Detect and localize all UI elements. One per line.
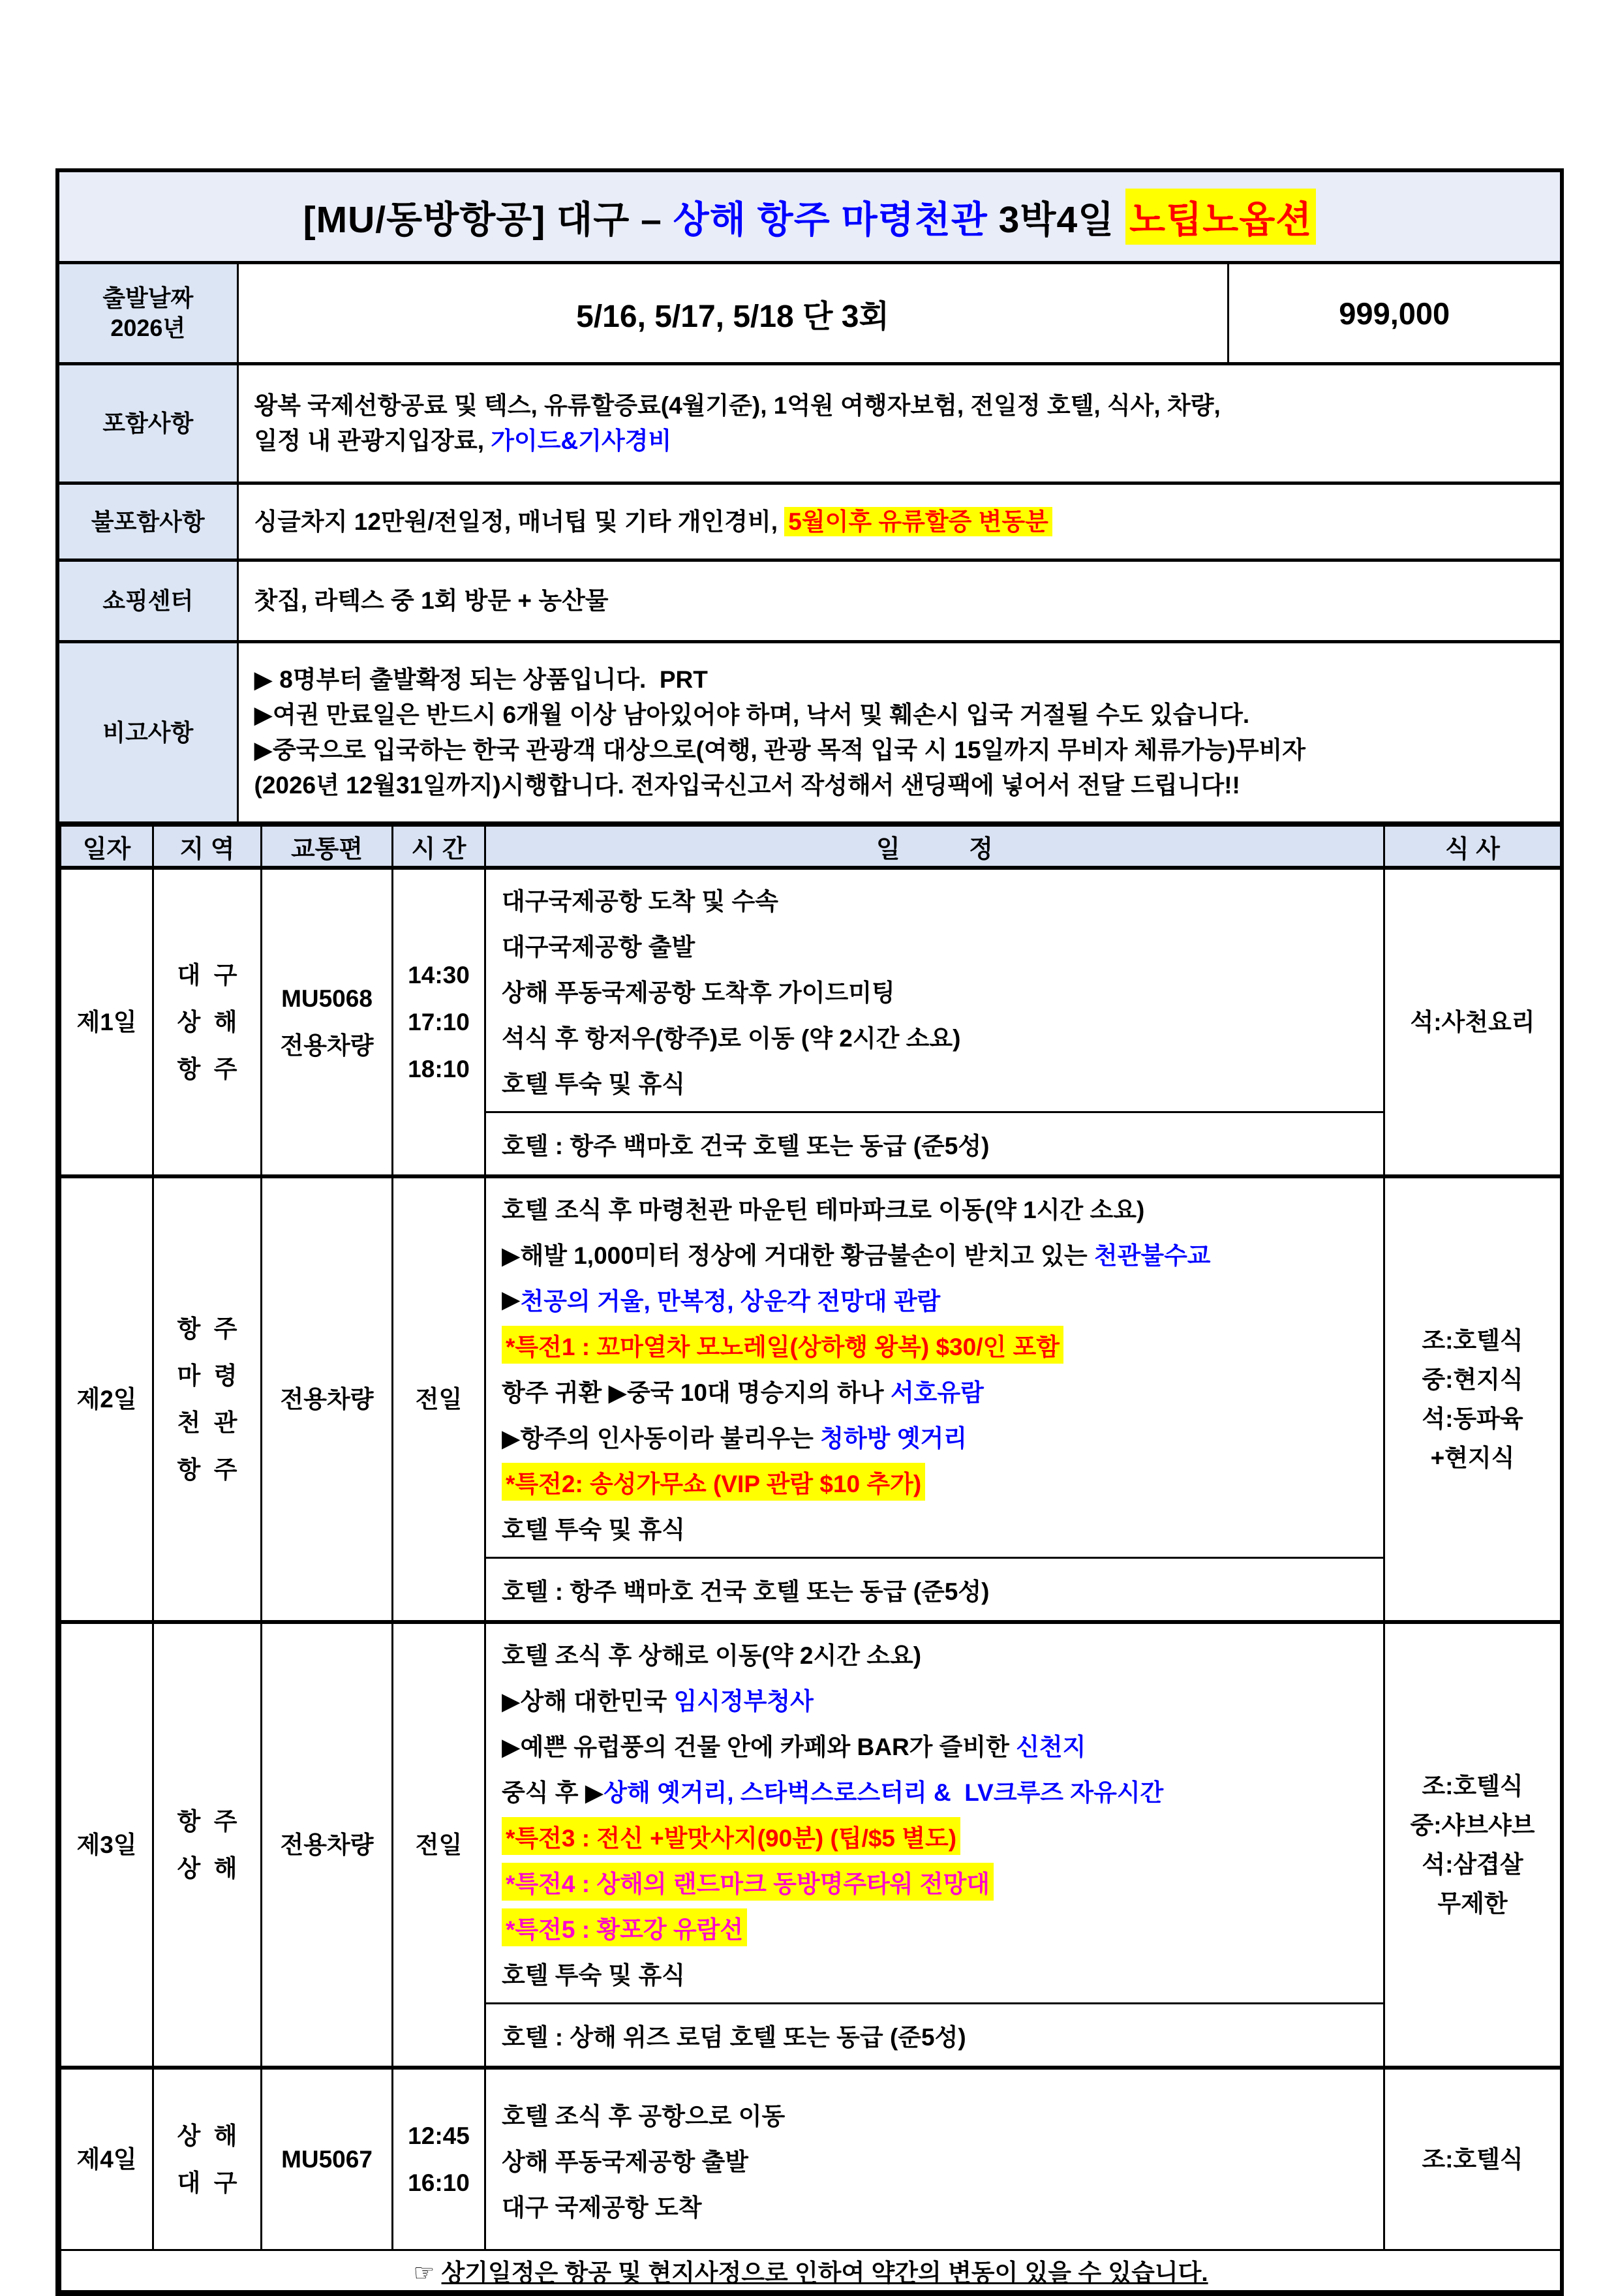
schedule-line bbox=[502, 1276, 1378, 1322]
shopping-row bbox=[59, 560, 1560, 642]
schedule-line bbox=[502, 922, 1378, 968]
region-cell-line: 대 구 bbox=[177, 961, 237, 988]
departure-row bbox=[59, 264, 1560, 364]
schedule-line bbox=[502, 1950, 1378, 1996]
transport-cell bbox=[262, 2068, 393, 2250]
schedule-cell bbox=[485, 868, 1384, 1112]
text-segment: 노팁노옵션 bbox=[1125, 189, 1316, 245]
header-day: 일자 bbox=[61, 826, 153, 868]
day-label-cell bbox=[61, 1176, 153, 1622]
transport-cell-line: 전용차량 bbox=[280, 1032, 374, 1059]
info-line bbox=[254, 388, 1554, 423]
itinerary-header-row bbox=[61, 826, 1561, 868]
meal-cell-line: 석:동파육 bbox=[1422, 1405, 1523, 1432]
text-segment: 싱글차지 12만원/전일정, 매너팁 및 기타 개인경비, bbox=[254, 508, 785, 535]
shopping-label: 쇼핑센터 bbox=[59, 560, 237, 642]
schedule-cell bbox=[485, 1176, 1384, 1558]
schedule-line bbox=[502, 2137, 1378, 2182]
included-row bbox=[59, 364, 1560, 483]
meal-cell-line: 석:삼겹살 bbox=[1422, 1850, 1523, 1878]
departure-dates: 5/16, 5/17, 5/18 단 3회 bbox=[576, 299, 889, 334]
region-cell-line: 상 해 bbox=[177, 1854, 237, 1882]
time-cell bbox=[393, 1622, 485, 2068]
text-segment: *특전2: 송성가무쇼 (VIP 관람 $10 추가) bbox=[502, 1463, 925, 1501]
region-cell-line: 항 주 bbox=[177, 1807, 237, 1835]
pointing-hand-icon: ☞ bbox=[413, 2259, 435, 2286]
meal-cell bbox=[1384, 868, 1561, 1176]
info-table bbox=[59, 264, 1560, 825]
text-segment: 대구 국제공항 도착 bbox=[502, 2194, 702, 2221]
meal-cell bbox=[1384, 1176, 1561, 1622]
text-segment: 호텔 투숙 및 휴식 bbox=[502, 1962, 686, 1989]
text-segment: 상해 푸동국제공항 도착후 가이드미팅 bbox=[502, 979, 895, 1006]
notes-row bbox=[59, 642, 1560, 823]
time-cell-line: 12:45 bbox=[408, 2122, 470, 2149]
region-cell-line: 천 관 bbox=[177, 1409, 237, 1436]
info-line bbox=[254, 733, 1554, 768]
text-segment: 호텔 조식 후 상해로 이동(약 2시간 소요) bbox=[502, 1642, 922, 1669]
excluded-label: 불포함사항 bbox=[59, 483, 237, 560]
text-segment: ▶해발 1,000미터 정상에 거대한 황금불손이 받치고 있는 bbox=[502, 1242, 1094, 1269]
info-line bbox=[254, 697, 1554, 733]
text-segment: 왕복 국제선항공료 및 텍스, 유류할증료(4월기준), 1억원 여행자보험, 전일정 호텔, 식사, 차량, bbox=[254, 392, 1221, 419]
region-cell-line: 항 주 bbox=[177, 1456, 237, 1483]
text-segment: *특전1 : 꼬마열차 모노레일(상하행 왕복) $30/인 포함 bbox=[502, 1326, 1063, 1364]
day-row bbox=[61, 1622, 1561, 2004]
transport-cell bbox=[262, 868, 393, 1176]
text-segment: 항주 귀환 ▶중국 10대 명승지의 하나 bbox=[502, 1379, 891, 1406]
text-segment: 상해 항주 마령천관 bbox=[673, 199, 988, 241]
text-segment: 호텔 투숙 및 휴식 bbox=[502, 1516, 686, 1543]
schedule-line bbox=[502, 1676, 1378, 1722]
day-row bbox=[61, 2068, 1561, 2250]
region-cell-line: 상 해 bbox=[177, 1008, 237, 1035]
meal-cell-line: 조:호텔식 bbox=[1422, 1326, 1523, 1354]
text-segment: 3박4일 bbox=[987, 199, 1126, 241]
schedule-line bbox=[502, 1413, 1378, 1459]
region-cell bbox=[153, 1176, 262, 1622]
text-segment: 찻집, 라텍스 중 1회 방문 + 농산물 bbox=[254, 587, 609, 614]
text-segment: 가이드&기사경비 bbox=[491, 427, 672, 454]
schedule-line bbox=[502, 2182, 1378, 2228]
transport-cell-line: MU5068 bbox=[281, 985, 373, 1012]
hotel-cell: 호텔 : 상해 위즈 로덤 호텔 또는 동급 (준5성) bbox=[485, 2004, 1384, 2068]
schedule-line bbox=[502, 1322, 1378, 1368]
text-segment: ▶상해 대한민국 bbox=[502, 1688, 674, 1715]
text-segment: (2026년 12월31일까지)시행합니다. 전자입국신고서 작성해서 샌딩팩에 넣어서 전달 드립니다!! bbox=[254, 771, 1240, 799]
itinerary-table bbox=[59, 825, 1562, 2292]
region-cell-line: 항 주 bbox=[177, 1055, 237, 1082]
schedule-line bbox=[502, 1059, 1378, 1105]
meal-cell-line: 석:사천요리 bbox=[1410, 1008, 1535, 1035]
time-cell-line: 16:10 bbox=[408, 2169, 470, 2196]
text-segment: 서호유람 bbox=[890, 1379, 984, 1406]
notes-label: 비고사항 bbox=[59, 642, 237, 823]
transport-cell-line: 전용차량 bbox=[280, 1831, 374, 1858]
info-line bbox=[254, 583, 1554, 619]
schedule-line bbox=[502, 876, 1378, 922]
schedule-line bbox=[502, 1368, 1378, 1413]
transport-cell bbox=[262, 1622, 393, 2068]
meal-cell-line: 중:현지식 bbox=[1422, 1366, 1523, 1393]
day-label-cell bbox=[61, 868, 153, 1176]
meal-cell-line: +현지식 bbox=[1430, 1444, 1515, 1471]
text-segment: 상해 옛거리, 스타벅스로스터리 & LV크루즈 자유시간 bbox=[603, 1779, 1164, 1806]
hotel-cell: 호텔 : 항주 백마호 건국 호텔 또는 동급 (준5성) bbox=[485, 1558, 1384, 1623]
text-segment: 천공의 거울, 만복정, 상운각 전망대 관람 bbox=[520, 1288, 941, 1315]
schedule-line bbox=[502, 1013, 1378, 1059]
schedule-line bbox=[502, 1859, 1378, 1905]
info-line bbox=[254, 662, 1554, 697]
region-cell bbox=[153, 1622, 262, 2068]
text-segment: *특전3 : 전신 +발맛사지(90분) (팁/$5 별도) bbox=[502, 1817, 960, 1855]
text-segment: ▶항주의 인사동이라 불리우는 bbox=[502, 1425, 821, 1452]
day-label-cell-line: 제3일 bbox=[76, 1831, 137, 1858]
hotel-cell: 호텔 : 항주 백마호 건국 호텔 또는 동급 (준5성) bbox=[485, 1112, 1384, 1177]
text-segment: 대구국제공항 도착 및 수속 bbox=[502, 888, 779, 915]
schedule-cell bbox=[485, 1622, 1384, 2004]
day-row bbox=[61, 868, 1561, 1112]
text-segment: 중식 후 ▶ bbox=[502, 1779, 604, 1806]
schedule-line bbox=[502, 1768, 1378, 1813]
text-segment: 임시정부청사 bbox=[673, 1688, 814, 1715]
info-line bbox=[254, 504, 1554, 540]
included-text bbox=[237, 364, 1560, 483]
header-schedule: 일 정 bbox=[485, 826, 1384, 868]
text-segment: 호텔 조식 후 마령천관 마운틴 테마파크로 이동(약 1시간 소요) bbox=[502, 1197, 1145, 1223]
header-transport: 교통편 bbox=[262, 826, 393, 868]
schedule-line bbox=[502, 1185, 1378, 1231]
text-segment: 청하방 옛거리 bbox=[820, 1425, 967, 1452]
time-cell-line: 전일 bbox=[415, 1385, 463, 1413]
meal-cell bbox=[1384, 2068, 1561, 2250]
text-segment: 상해 푸동국제공항 출발 bbox=[502, 2148, 748, 2175]
header-time: 시 간 bbox=[393, 826, 485, 868]
region-cell-line: 마 령 bbox=[177, 1362, 237, 1389]
day-label-cell bbox=[61, 1622, 153, 2068]
text-segment: [MU/동방항공] 대구 – bbox=[303, 199, 673, 241]
notes-text bbox=[237, 642, 1560, 823]
time-cell-line: 17:10 bbox=[408, 1008, 470, 1035]
region-cell-line: 항 주 bbox=[177, 1315, 237, 1342]
price-value: 999,000 bbox=[1228, 264, 1560, 364]
text-segment: ▶예쁜 유럽풍의 건물 안에 카페와 BAR가 즐비한 bbox=[502, 1734, 1016, 1760]
day-label-cell-line: 제2일 bbox=[76, 1385, 137, 1413]
day-label-cell-line: 제4일 bbox=[76, 2145, 137, 2173]
text-segment: 대구국제공항 출발 bbox=[502, 934, 695, 960]
text-segment: ▶여권 만료일은 반드시 6개월 이상 남아있어야 하며, 낙서 및 훼손시 입국 거절될 수도 있습니다. bbox=[254, 701, 1250, 728]
time-cell bbox=[393, 2068, 485, 2250]
schedule-line bbox=[502, 1905, 1378, 1950]
meal-cell-line: 조:호텔식 bbox=[1422, 1772, 1523, 1799]
info-line bbox=[254, 423, 1554, 459]
transport-cell-line: 전용차량 bbox=[280, 1385, 374, 1413]
transport-cell-line: MU5067 bbox=[281, 2145, 373, 2173]
schedule-line bbox=[502, 2091, 1378, 2137]
region-cell bbox=[153, 868, 262, 1176]
schedule-cell bbox=[485, 2068, 1384, 2250]
schedule-line bbox=[502, 1722, 1378, 1768]
footer-note: ☞ 상기일정은 항공 및 현지사정으로 인하여 약간의 변동이 있을 수 있습니다. bbox=[61, 2250, 1561, 2291]
text-segment: 일정 내 관광지입장료, bbox=[254, 427, 491, 454]
day-label-cell-line: 제1일 bbox=[76, 1008, 137, 1035]
schedule-line bbox=[502, 1505, 1378, 1550]
header-region: 지 역 bbox=[153, 826, 262, 868]
meal-cell bbox=[1384, 1622, 1561, 2068]
text-segment: 천관불수교 bbox=[1093, 1242, 1211, 1269]
shopping-text bbox=[237, 560, 1560, 642]
schedule-line bbox=[502, 968, 1378, 1013]
text-segment: 신천지 bbox=[1016, 1734, 1086, 1760]
schedule-line bbox=[502, 1231, 1378, 1276]
time-cell bbox=[393, 1176, 485, 1622]
text-segment: 5월이후 유류할증 변동분 bbox=[784, 507, 1052, 536]
page-title bbox=[59, 172, 1560, 264]
day-row bbox=[61, 1176, 1561, 1558]
departure-label: 출발날짜 2026년 bbox=[59, 264, 237, 364]
schedule-line bbox=[502, 1813, 1378, 1859]
region-cell-line: 대 구 bbox=[177, 2169, 237, 2196]
text-segment: ▶중국으로 입국하는 한국 관광객 대상으로(여행, 관광 목적 입국 시 15일까지 무비자 체류가능)무비자 bbox=[254, 736, 1306, 763]
text-segment: *특전5 : 황포강 유람선 bbox=[502, 1908, 747, 1946]
excluded-text bbox=[237, 483, 1560, 560]
text-segment: ▶ 8명부터 출발확정 되는 상품입니다. PRT bbox=[254, 666, 708, 693]
excluded-row bbox=[59, 483, 1560, 560]
time-cell-line: 18:10 bbox=[408, 1055, 470, 1082]
info-line bbox=[254, 768, 1554, 803]
schedule-line bbox=[502, 1630, 1378, 1676]
time-cell-line: 14:30 bbox=[408, 961, 470, 988]
text-segment: 호텔 투숙 및 휴식 bbox=[502, 1071, 686, 1097]
itinerary-document bbox=[55, 168, 1564, 2296]
region-cell-line: 상 해 bbox=[177, 2122, 237, 2149]
transport-cell bbox=[262, 1176, 393, 1622]
text-segment: *특전4 : 상해의 랜드마크 동방명주타워 전망대 bbox=[502, 1863, 994, 1901]
meal-cell-line: 중:샤브샤브 bbox=[1410, 1811, 1535, 1839]
text-segment: 호텔 조식 후 공항으로 이동 bbox=[502, 2102, 786, 2130]
time-cell-line: 전일 bbox=[415, 1831, 463, 1858]
region-cell bbox=[153, 2068, 262, 2250]
text-segment: ▶ bbox=[502, 1285, 521, 1313]
meal-cell-line: 조:호텔식 bbox=[1422, 2145, 1523, 2173]
header-meal: 식 사 bbox=[1384, 826, 1561, 868]
included-label: 포함사항 bbox=[59, 364, 237, 483]
day-label-cell bbox=[61, 2068, 153, 2250]
footer-row bbox=[61, 2250, 1561, 2291]
meal-cell-line: 무제한 bbox=[1437, 1890, 1508, 1917]
text-segment: 석식 후 항저우(항주)로 이동 (약 2시간 소요) bbox=[502, 1025, 961, 1052]
time-cell bbox=[393, 868, 485, 1176]
schedule-line bbox=[502, 1459, 1378, 1505]
